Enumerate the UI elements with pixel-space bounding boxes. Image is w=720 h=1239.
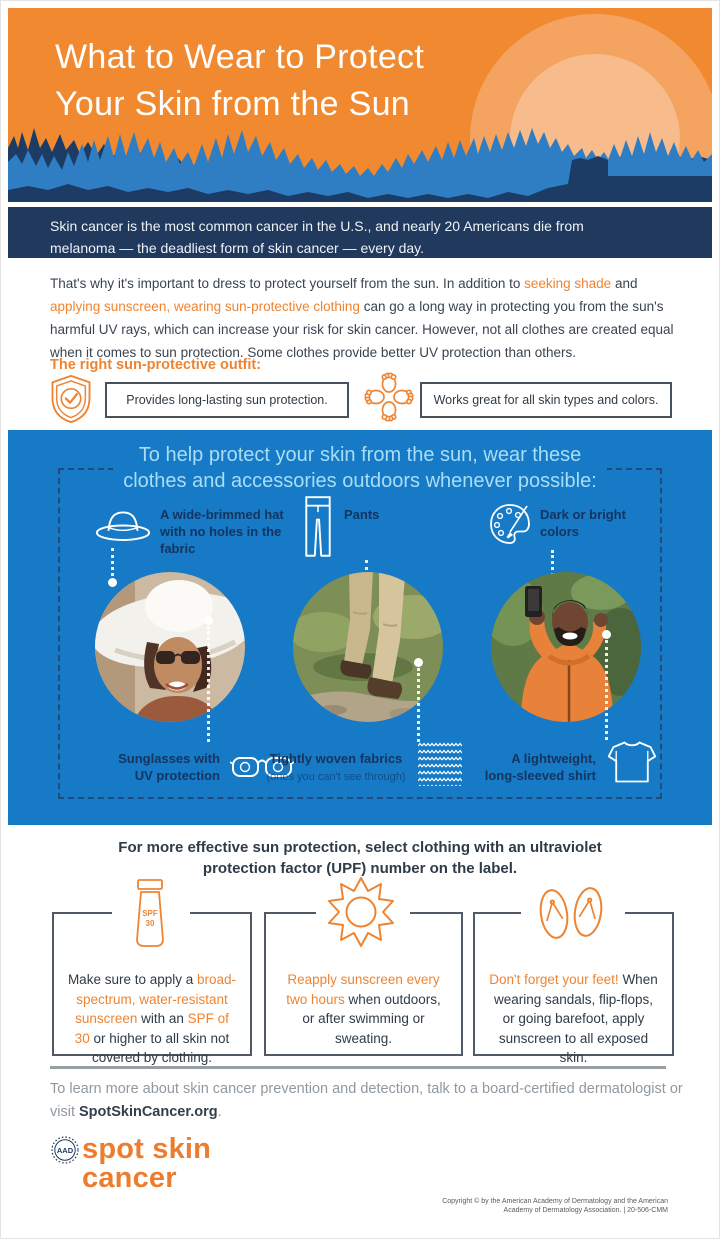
card-border-segment (625, 912, 672, 914)
pants-label: Pants (344, 507, 380, 522)
svg-text:AAD: AAD (56, 1146, 74, 1155)
page-title-line1: What to Wear to Protect (55, 38, 425, 76)
card-sunscreen (52, 912, 252, 1065)
card-border-segment (266, 912, 316, 914)
copyright-text: Copyright © by the American Academy of Dermatology and the American Academy of Dermatology Association. | 20-506-CMM (442, 1198, 668, 1214)
connector-line (605, 640, 608, 740)
woven-sublabel: (ones you can't see through) (266, 771, 406, 783)
feature-box-skin-types-label: Works great for all skin types and colors. (433, 393, 659, 407)
stat-bar (8, 207, 712, 258)
card-border-segment (54, 912, 112, 914)
colors-label: Dark or bright colors (540, 507, 626, 539)
stat-text: Skin cancer is the most common cancer in the U.S., and nearly 20 Americans die from melanoma — the deadliest form of skin cancer — every day. (50, 218, 584, 256)
woven-label: Tightly woven fabrics (ones you can't see through) (266, 751, 406, 783)
long-sleeve-shirt-icon (606, 736, 658, 788)
svg-text:SPF: SPF (142, 909, 158, 918)
forest-silhouette (8, 114, 712, 202)
wear-section (8, 430, 712, 825)
feature-box-skin-types (420, 382, 672, 418)
footer-note: To learn more about skin cancer prevention and detection, talk to a board-certified dermatologist or visit SpotSkinCancer.org. (50, 1081, 683, 1120)
hat-label: A wide-brimmed hat with no holes in the fabric (160, 507, 284, 556)
card-reapply (264, 912, 463, 1056)
card-reapply-text: Reapply sunscreen every two hours when outdoors, or after swimming or sweating. (286, 972, 441, 1046)
page-title-line2: Your Skin from the Sun (55, 85, 410, 123)
card-border-segment (410, 912, 461, 914)
header-banner (8, 8, 712, 202)
sunglasses-label: Sunglasses with UV protection (118, 751, 220, 783)
photo-orange-shirt (491, 572, 641, 722)
hands-diversity-icon (362, 370, 416, 424)
spotskincancer-link[interactable]: SpotSkinCancer.org (79, 1104, 218, 1120)
feature-box-protection (105, 382, 349, 418)
card-feet (473, 912, 674, 1065)
photo-hat-sunglasses (95, 572, 245, 722)
aad-seal-icon (50, 1135, 80, 1165)
intro-paragraph: That's why it's important to dress to protect yourself from the sun. In addition to seeking shade and applying sunscreen, wearing sun-protective clothing can go a long way in protecting you from the sun's harmful UV rays, which can increase your risk for skin cancer. However, not all clothes are created equal when it comes to sun protection. Some clothes provide better UV protection than others. (50, 276, 674, 360)
hat-icon (94, 504, 152, 546)
wear-heading (8, 442, 712, 494)
footer-divider (50, 1066, 666, 1069)
feature-box-protection-label: Provides long-lasting sun protection. (126, 393, 328, 407)
wear-heading-line2: clothes and accessories outdoors whenever possible: (113, 468, 607, 494)
connector-dot (108, 578, 117, 587)
connector-dot (602, 630, 611, 639)
svg-text:30: 30 (145, 919, 155, 928)
photo-pants-walking (293, 572, 443, 722)
upf-heading: For more effective sun protection, select clothing with an ultraviolet protection factor (UPF) number on the label. (118, 839, 602, 877)
shield-check-icon (48, 374, 94, 424)
outfit-heading: The right sun-protective outfit: (50, 357, 262, 373)
spot-skin-cancer-logo: spot skin cancer (82, 1133, 212, 1194)
connector-dot (414, 658, 423, 667)
intro-section (8, 258, 712, 430)
card-border-segment (475, 912, 521, 914)
shirt-label: A lightweight, long-sleeved shirt (484, 751, 596, 783)
connector-line (111, 548, 114, 576)
upf-section (8, 825, 712, 1231)
card-sunscreen-text: Make sure to apply a broad-spectrum, water-resistant sunscreen with an SPF of 30 or higher to all skin not covered by clothing. (67, 972, 237, 1065)
wear-heading-line1: To help protect your skin from the sun, wear these (138, 444, 582, 466)
card-border-segment (190, 912, 250, 914)
connector-dot (204, 616, 213, 625)
palette-icon (486, 500, 534, 548)
connector-line (207, 626, 210, 742)
connector-line (417, 668, 420, 742)
pants-icon (302, 494, 334, 560)
card-feet-text: Don't forget your feet! When wearing sandals, flip-flops, or going barefoot, apply sunscreen to all exposed skin. (489, 972, 658, 1065)
